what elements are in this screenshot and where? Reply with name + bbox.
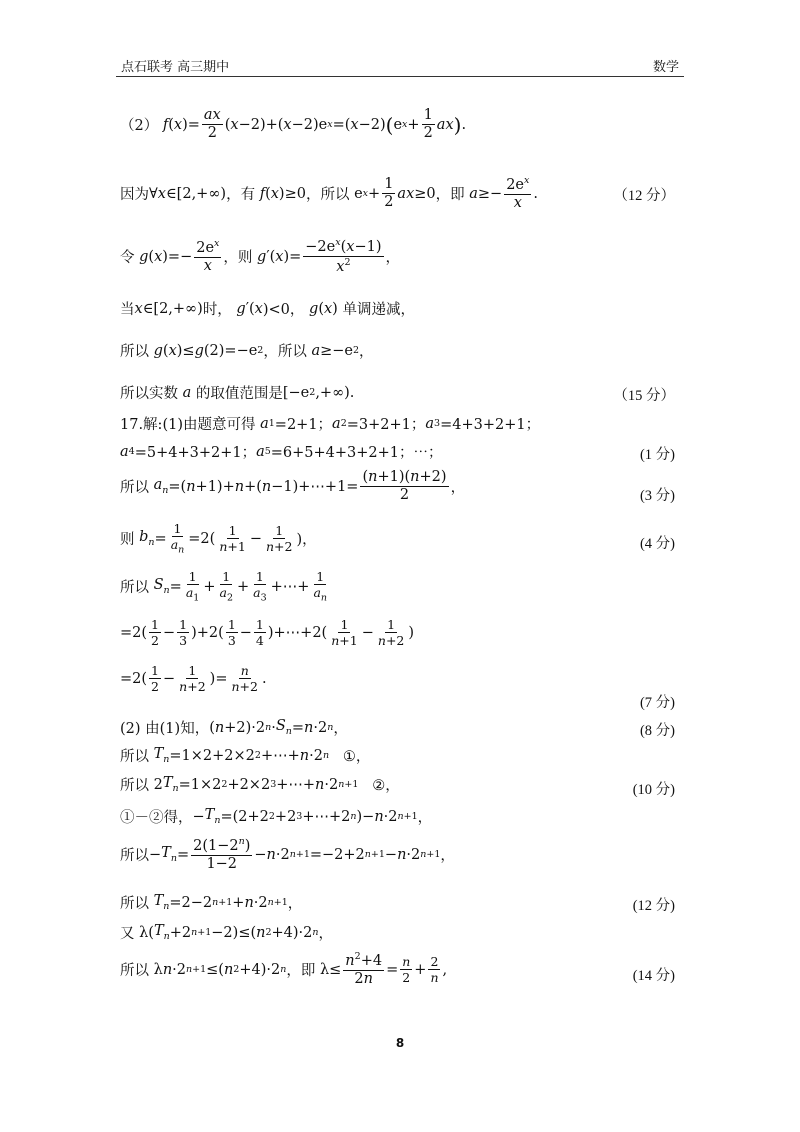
score-8: (8 分)	[639, 723, 675, 739]
line-q17-b: a 4 =5+4+3+2+1； a 5 =6+5+4+3+2+1；⋯；	[120, 443, 443, 461]
header-rule	[116, 76, 684, 77]
score-15: （15 分）	[613, 388, 675, 404]
line-q17-a: 17.解:(1)由题意可得 a 1 =2+1； a 2 =3+2+1； a 3 =4+3+2+1；	[120, 415, 541, 433]
line-sn-result: =2( 1 2 − 1 n+2 )= n n+2 .	[120, 663, 267, 695]
score-10: (10 分)	[632, 782, 675, 798]
line-tn-result: 所以 $T_n$ =2−2 n+1 + n ·2 n+1 ，	[120, 893, 303, 912]
line-sn: 所以 $S_n$ = 1 $a_1$ + 1 $a_2$ + 1 $a_3$ +⋯+ 1 $a_n$	[120, 569, 328, 604]
header-left: 点石联考 高三期中	[121, 60, 230, 75]
score-12a: （12 分）	[613, 188, 675, 204]
line-when: 当 x ∈[2,+∞) 时， g ′( x )<0， g ( x ) 单调递减，	[120, 300, 415, 318]
page-number: 8	[395, 1036, 405, 1050]
score-12b: (12 分)	[632, 898, 675, 914]
line-part2: (2) 由(1)知， ( n +2)·2 n · $S_n$ = n ·2 n ，	[120, 718, 348, 737]
line-so-g: 所以 g ( x )≤ g (2)=−e 2 ，所以 a ≥−e 2 ，	[120, 342, 374, 360]
score-3: (3 分)	[639, 488, 675, 504]
score-4: (4 分)	[639, 536, 675, 552]
line-2tn: 所以 2 $T_n$ =1×2 2 +2×2 3 +⋯+ n ·2 n+1 ②，	[120, 775, 400, 794]
line-tn: 所以 $T_n$ =1×2+2×2 2 +⋯+ n ·2 n ①，	[120, 746, 371, 765]
line-because: 因为 ∀ x ∈[2,+∞) ，有 f ( x )≥0 ，所以 e x + 1 2 ax ≥0 ，即 a ≥− $2e^x$ x .	[120, 175, 538, 212]
line-range: 所以实数 a 的取值范围是 [−e 2 ,+∞).	[120, 384, 355, 402]
line-neg-tn: 所以 − $T_n$ = $2(1-2^n)$ 1−2 − n ·2 n+1 =−2+2 n+1 − n ·2 n+1 ，	[120, 836, 455, 873]
line-sn-expand: =2( 1 2 − 1 3 )+2( 1 3 − 1 4 )+⋯+2( 1 n+1 − 1 n+2 )	[120, 617, 415, 649]
line-fx: （2） f ( x )= ax 2 ( x −2)+( x −2)e x =( x −2) ( e x + 1 2 ax ) .	[120, 107, 467, 142]
line-diff: ①－②得， − $T_n$ =(2+2 2 +2 3 +⋯+2 n )− n ·2 n+1 ，	[120, 807, 433, 826]
score-14: (14 分)	[632, 968, 675, 984]
score-1: (1 分)	[639, 447, 675, 463]
header-right: 数学	[652, 60, 679, 75]
line-lambda: 所以 λ n ·2 n+1 ≤( n 2 +4)·2 n ，即 λ≤ $n^2+4$ 2n = n 2 + 2 n ,	[120, 951, 448, 988]
line-an: 所以 $a_n$ =( n +1)+ n +( n −1)+⋯+1= (n+1)(n+2) 2 ，	[120, 469, 466, 504]
line-again: 又 λ( $T_n$ +2 n+1 −2)≤( n 2 +4)·2 n ，	[120, 923, 334, 942]
line-bn: 则 $b_n$ = 1 $a_n$ =2( 1 n+1 − 1 n+2 )，	[120, 521, 317, 556]
line-let-g: 令 g ( x )=− $2e^x$ x ，则 g ′( x )= $-2e^x(x-1)$ $x^2$ ，	[120, 237, 400, 275]
score-7: (7 分)	[639, 695, 675, 711]
